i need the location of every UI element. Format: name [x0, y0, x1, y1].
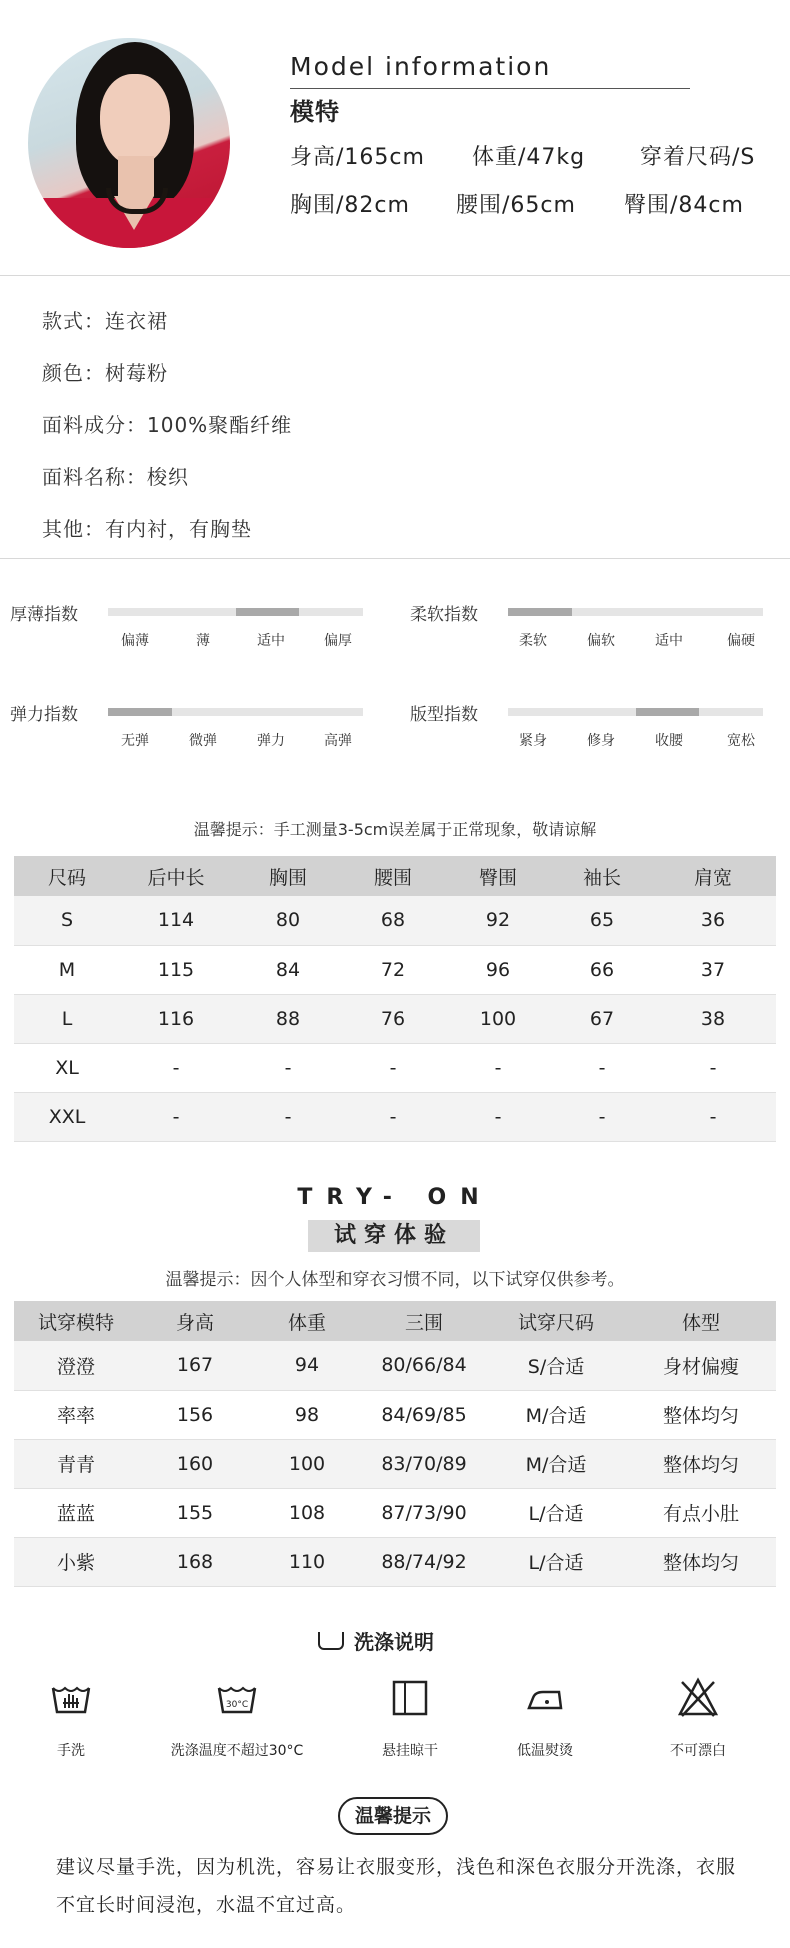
model-stats-row-1 [290, 140, 755, 171]
table-cell: 115 [120, 945, 232, 994]
table-row [14, 994, 776, 1043]
wash-label: 低温熨烫 [517, 1743, 573, 1759]
table-cell: 小紫 [14, 1537, 138, 1586]
size-note: 温馨提示：手工测量3-5cm误差属于正常现象，敬请谅解 [193, 820, 597, 839]
index-option: 偏厚 [324, 633, 352, 649]
wash-label: 不可漂白 [670, 1743, 726, 1759]
table-cell: M/合适 [486, 1439, 626, 1488]
table-cell: - [650, 1092, 776, 1141]
table-cell: 38 [650, 994, 776, 1043]
tip-text: 建议尽量手洗，因为机洗，容易让衣服变形，浅色和深色衣服分开洗涤，衣服不宜长时间浸泡，水温不宜过高。 [56, 1856, 737, 1916]
divider [0, 275, 790, 276]
index-option: 偏薄 [121, 633, 149, 649]
index-option: 紧身 [519, 733, 547, 749]
table-row [14, 1390, 776, 1439]
model-waist: 腰围/65cm [456, 193, 576, 218]
wash-30-icon [215, 1676, 259, 1720]
model-weight: 体重/47kg [472, 145, 586, 170]
index-fill [508, 608, 572, 616]
table-cell: 167 [138, 1341, 252, 1390]
wash-title: 洗涤说明 [354, 1630, 434, 1654]
index-option: 微弹 [189, 733, 217, 749]
table-row [14, 1043, 776, 1092]
table-cell: - [120, 1043, 232, 1092]
table-cell: L/合适 [486, 1488, 626, 1537]
title-underline [290, 88, 690, 89]
index-option: 修身 [587, 733, 615, 749]
table-cell: S/合适 [486, 1341, 626, 1390]
model-hip: 臀围/84cm [624, 193, 744, 218]
table-cell: M/合适 [486, 1390, 626, 1439]
table-row [14, 1537, 776, 1586]
index-track [108, 708, 363, 716]
wash-item-hang-dry [335, 1676, 485, 1760]
table-cell: 67 [554, 994, 650, 1043]
table-cell: 蓝蓝 [14, 1488, 138, 1537]
table-cell: 青青 [14, 1439, 138, 1488]
model-size: 穿着尺码/S [640, 145, 756, 170]
index-option: 无弹 [121, 733, 149, 749]
column-header: 体重 [252, 1301, 362, 1341]
table-cell: 98 [252, 1390, 362, 1439]
table-cell: - [554, 1092, 650, 1141]
index-track [108, 608, 363, 616]
column-header: 身高 [138, 1301, 252, 1341]
index-option: 收腰 [655, 733, 683, 749]
table-cell: S [14, 896, 120, 945]
wash-temp: 30°C [225, 1700, 249, 1710]
column-header: 尺码 [14, 856, 120, 896]
index-option: 高弹 [324, 733, 352, 749]
divider [0, 558, 790, 559]
table-cell: 168 [138, 1537, 252, 1586]
model-info-subtitle: 模特 [290, 98, 340, 126]
table-cell: M [14, 945, 120, 994]
table-cell: 率率 [14, 1390, 138, 1439]
table-cell: 80 [232, 896, 344, 945]
index-label: 版型指数 [410, 705, 478, 725]
wash-item-hand-wash [0, 1676, 146, 1760]
index-option: 薄 [196, 633, 210, 649]
model-bust: 胸围/82cm [290, 193, 410, 218]
attr-other: 其他：有内衬，有胸垫 [42, 517, 252, 541]
table-cell: 114 [120, 896, 232, 945]
table-cell: 36 [650, 896, 776, 945]
table-cell: - [442, 1043, 554, 1092]
index-elasticity [10, 700, 400, 790]
column-header: 试穿模特 [14, 1301, 138, 1341]
table-cell: - [344, 1043, 442, 1092]
tryon-table-header [14, 1301, 776, 1341]
table-cell: 65 [554, 896, 650, 945]
model-stats-row-2 [290, 188, 744, 219]
table-cell: 94 [252, 1341, 362, 1390]
model-info-section [0, 0, 790, 275]
wash-label: 洗涤温度不超过30°C [170, 1743, 304, 1759]
table-cell: 72 [344, 945, 442, 994]
table-cell: 155 [138, 1488, 252, 1537]
column-header: 试穿尺码 [486, 1301, 626, 1341]
index-option: 偏硬 [727, 633, 755, 649]
index-label: 厚薄指数 [10, 605, 78, 625]
index-fill [236, 608, 300, 616]
table-cell: 110 [252, 1537, 362, 1586]
index-option: 宽松 [727, 733, 755, 749]
no-bleach-icon [676, 1676, 720, 1720]
tryon-table [14, 1301, 776, 1587]
table-cell: 87/73/90 [362, 1488, 486, 1537]
model-info-title: Model information [290, 52, 552, 81]
tip-badge: 温馨提示 [338, 1797, 448, 1835]
table-cell: - [344, 1092, 442, 1141]
table-cell: 80/66/84 [362, 1341, 486, 1390]
wash-label: 手洗 [57, 1743, 85, 1759]
wash-item-30c [162, 1676, 312, 1760]
index-fill [108, 708, 172, 716]
table-cell: 156 [138, 1390, 252, 1439]
column-header: 后中长 [120, 856, 232, 896]
table-cell: 澄澄 [14, 1341, 138, 1390]
table-cell: - [232, 1043, 344, 1092]
size-table-header [14, 856, 776, 896]
attr-style: 款式：连衣裙 [42, 309, 168, 333]
attr-composition: 面料成分：100%聚酯纤维 [42, 413, 293, 437]
attr-color: 颜色：树莓粉 [42, 361, 168, 385]
index-label: 弹力指数 [10, 705, 78, 725]
tryon-title: TRY- ON [297, 1185, 493, 1210]
column-header: 腰围 [344, 856, 442, 896]
table-cell: 身材偏瘦 [626, 1341, 776, 1390]
table-cell: 116 [120, 994, 232, 1043]
table-cell: XXL [14, 1092, 120, 1141]
column-header: 袖长 [554, 856, 650, 896]
table-cell: 100 [442, 994, 554, 1043]
table-cell: 整体均匀 [626, 1439, 776, 1488]
table-cell: 整体均匀 [626, 1390, 776, 1439]
table-cell: 100 [252, 1439, 362, 1488]
index-track [508, 608, 763, 616]
table-cell: 88/74/92 [362, 1537, 486, 1586]
table-cell: 92 [442, 896, 554, 945]
index-option: 偏软 [587, 633, 615, 649]
table-cell: 有点小肚 [626, 1488, 776, 1537]
wash-item-low-iron [470, 1676, 620, 1760]
model-photo [28, 38, 230, 248]
index-fit [410, 700, 790, 790]
table-row [14, 1439, 776, 1488]
size-table [14, 856, 776, 1142]
table-cell: 84 [232, 945, 344, 994]
table-cell: 76 [344, 994, 442, 1043]
index-softness [410, 600, 790, 690]
table-cell: 84/69/85 [362, 1390, 486, 1439]
table-cell: 66 [554, 945, 650, 994]
table-cell: - [650, 1043, 776, 1092]
column-header: 肩宽 [650, 856, 776, 896]
table-cell: L [14, 994, 120, 1043]
table-cell: 37 [650, 945, 776, 994]
table-row [14, 945, 776, 994]
table-cell: - [120, 1092, 232, 1141]
table-cell: 整体均匀 [626, 1537, 776, 1586]
model-height: 身高/165cm [290, 145, 425, 170]
index-option: 柔软 [519, 633, 547, 649]
table-cell: XL [14, 1043, 120, 1092]
index-track [508, 708, 763, 716]
tryon-subtitle: 试穿体验 [308, 1220, 480, 1252]
table-cell: 88 [232, 994, 344, 1043]
index-thickness [10, 600, 400, 690]
column-header: 臀围 [442, 856, 554, 896]
index-option: 适中 [655, 633, 683, 649]
table-cell: 83/70/89 [362, 1439, 486, 1488]
wash-item-no-bleach [623, 1676, 773, 1760]
wash-basin-icon [318, 1632, 344, 1650]
table-cell: - [442, 1092, 554, 1141]
table-cell: L/合适 [486, 1537, 626, 1586]
table-row [14, 1092, 776, 1141]
column-header: 三围 [362, 1301, 486, 1341]
table-cell: - [232, 1092, 344, 1141]
column-header: 胸围 [232, 856, 344, 896]
hang-dry-icon [388, 1676, 432, 1720]
column-header: 体型 [626, 1301, 776, 1341]
wash-label: 悬挂晾干 [382, 1743, 438, 1759]
table-cell: 160 [138, 1439, 252, 1488]
index-option: 适中 [257, 633, 285, 649]
table-row [14, 896, 776, 945]
tryon-note: 温馨提示：因个人体型和穿衣习惯不同，以下试穿仅供参考。 [165, 1270, 625, 1290]
table-cell: - [554, 1043, 650, 1092]
index-fill [636, 708, 700, 716]
table-cell: 68 [344, 896, 442, 945]
hand-wash-icon [49, 1676, 93, 1720]
table-row [14, 1488, 776, 1537]
index-label: 柔软指数 [410, 605, 478, 625]
low-iron-icon [523, 1676, 567, 1720]
attr-fabric: 面料名称：梭织 [42, 465, 189, 489]
table-cell: 96 [442, 945, 554, 994]
table-row [14, 1341, 776, 1390]
index-option: 弹力 [257, 733, 285, 749]
table-cell: 108 [252, 1488, 362, 1537]
